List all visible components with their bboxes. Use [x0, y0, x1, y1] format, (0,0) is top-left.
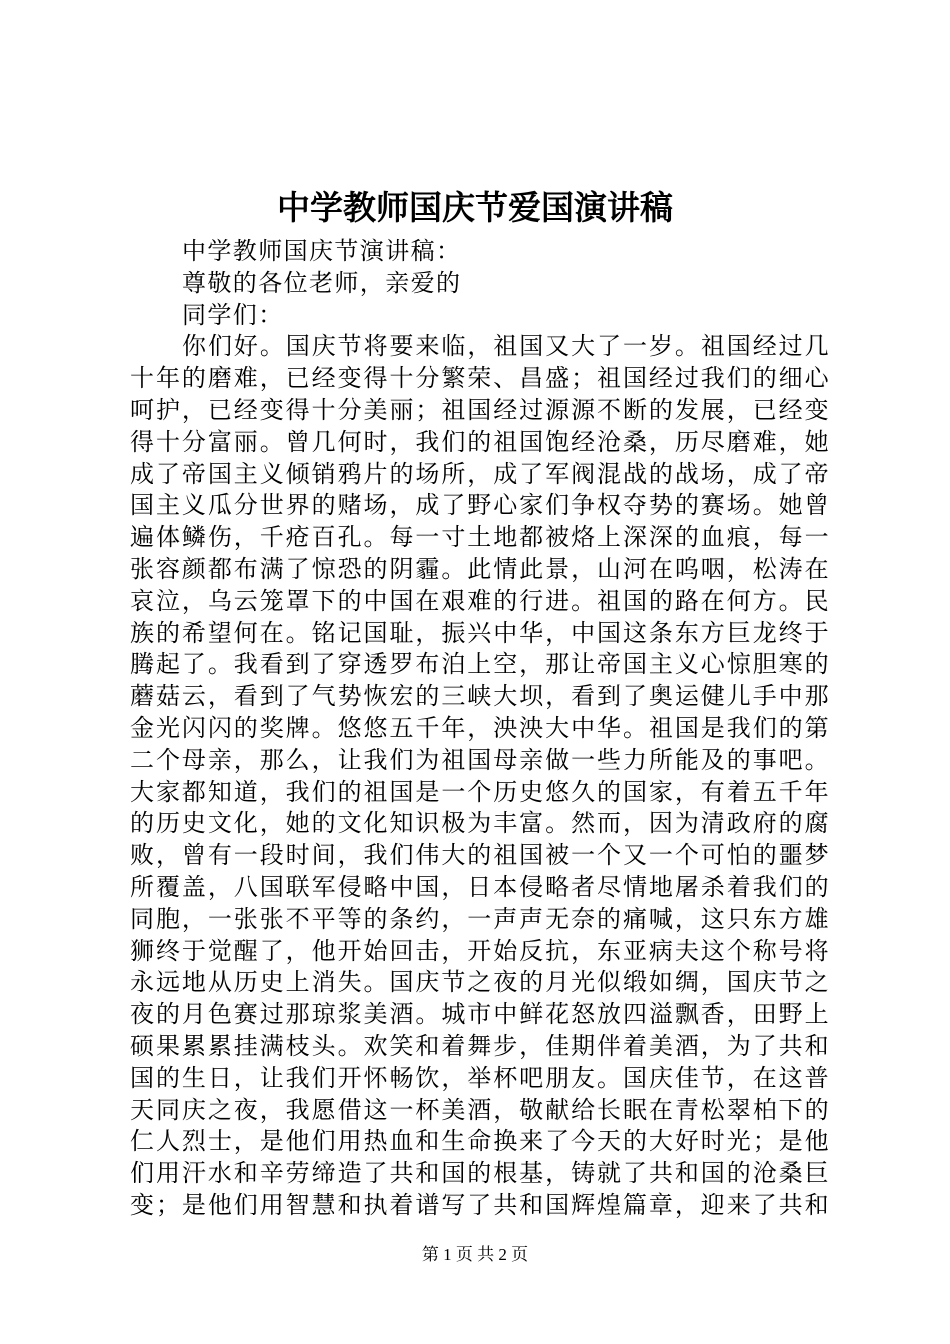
body-line: 仁人烈士，是他们用热血和生命换来了今天的大好时光；是他 [130, 1127, 830, 1156]
page-footer: 第 1 页 共 2 页 [421, 1245, 529, 1264]
body-line: 大家都知道，我们的祖国是一个历史悠久的国家，有着五千年 [130, 777, 830, 806]
document-title: 中学教师国庆节爱国演讲稿 [277, 188, 673, 227]
body-line: 变；是他们用智慧和执着谱写了共和国辉煌篇章，迎来了共和 [130, 1190, 830, 1219]
body-line: 硕果累累挂满枝头。欢笑和着舞步，佳期伴着美酒，为了共和 [130, 1031, 830, 1060]
body-line: 你们好。国庆节将要来临，祖国又大了一岁。祖国经过几 [182, 332, 830, 361]
body-line: 张容颜都布满了惊恐的阴霾。此情此景，山河在呜咽，松涛在 [130, 554, 830, 583]
body-line: 蘑菇云，看到了气势恢宏的三峡大坝，看到了奥运健儿手中那 [130, 682, 830, 711]
body-line: 哀泣，乌云笼罩下的中国在艰难的行进。祖国的路在何方。民 [130, 586, 830, 615]
body-line: 成了帝国主义倾销鸦片的场所，成了军阀混战的战场，成了帝 [130, 459, 830, 488]
body-line: 夜的月色赛过那琼浆美酒。城市中鲜花怒放四溢飘香，田野上 [130, 1000, 830, 1029]
body-line: 国主义瓜分世界的赌场，成了野心家们争权夺势的赛场。她曾 [130, 491, 830, 520]
body-line: 的历史文化，她的文化知识极为丰富。然而，因为清政府的腐 [130, 809, 830, 838]
body-line: 们用汗水和辛劳缔造了共和国的根基，铸就了共和国的沧桑巨 [130, 1159, 830, 1188]
body-line: 狮终于觉醒了，他开始回击，开始反抗，东亚病夫这个称号将 [130, 936, 830, 965]
body-line: 中学教师国庆节演讲稿： [182, 237, 462, 265]
body-line: 十年的磨难，已经变得十分繁荣、昌盛；祖国经过我们的细心 [130, 364, 830, 393]
body-line: 同胞，一张张不平等的条约，一声声无奈的痛喊，这只东方雄 [130, 904, 830, 933]
body-line: 国的生日，让我们开怀畅饮，举杯吧朋友。国庆佳节，在这普 [130, 1063, 830, 1092]
body-line: 腾起了。我看到了穿透罗布泊上空，那让帝国主义心惊胆寒的 [130, 650, 830, 679]
body-line: 呵护，已经变得十分美丽；祖国经过源源不断的发展，已经变 [130, 395, 830, 424]
body-line: 永远地从历史上消失。国庆节之夜的月光似缎如绸，国庆节之 [130, 968, 830, 997]
document-body [130, 236, 830, 1222]
body-line: 金光闪闪的奖牌。悠悠五千年，泱泱大中华。祖国是我们的第 [130, 713, 830, 742]
body-line: 尊敬的各位老师，亲爱的 [182, 268, 462, 297]
body-line: 二个母亲，那么，让我们为祖国母亲做一些力所能及的事吧。 [130, 745, 830, 774]
body-line: 同学们： [182, 300, 284, 329]
body-line: 遍体鳞伤，千疮百孔。每一寸土地都被烙上深深的血痕，每一 [130, 523, 830, 552]
body-line: 所覆盖，八国联军侵略中国，日本侵略者尽情地屠杀着我们的 [130, 872, 830, 901]
body-line: 得十分富丽。曾几何时，我们的祖国饱经沧桑，历尽磨难，她 [130, 427, 830, 456]
body-line: 天同庆之夜，我愿借这一杯美酒，敬献给长眠在青松翠柏下的 [130, 1095, 830, 1124]
body-line: 败，曾有一段时间，我们伟大的祖国被一个又一个可怕的噩梦 [130, 841, 830, 870]
body-line: 族的希望何在。铭记国耻，振兴中华，中国这条东方巨龙终于 [130, 618, 830, 647]
